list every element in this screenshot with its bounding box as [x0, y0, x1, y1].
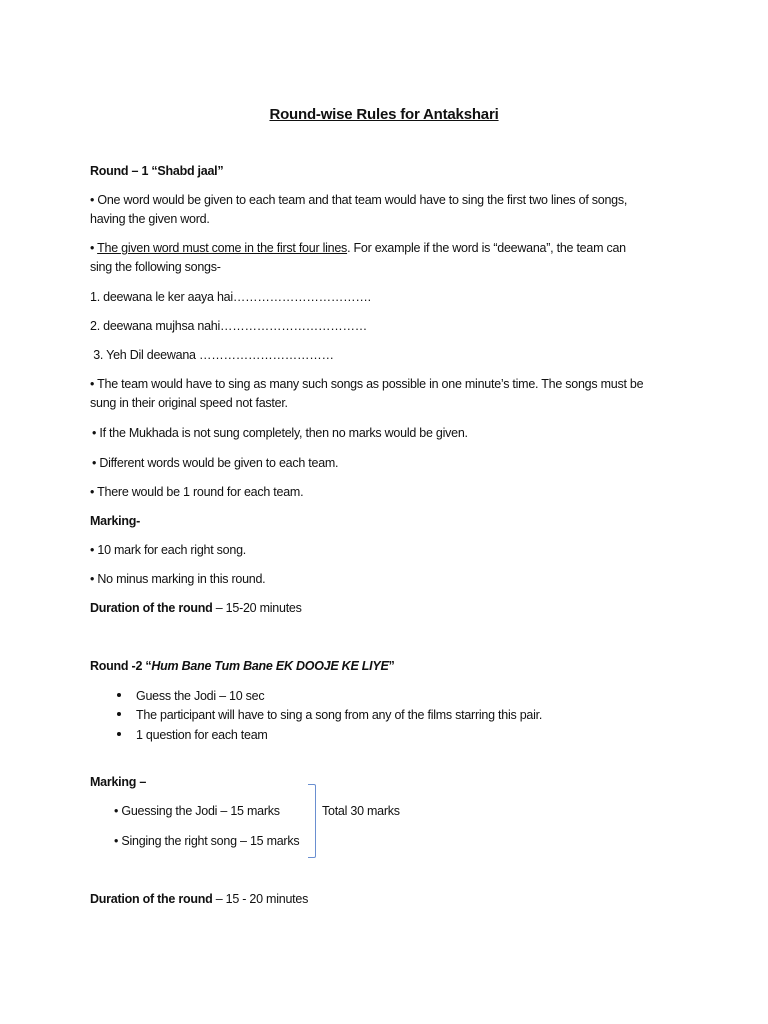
bullet-icon: • [92, 426, 97, 440]
round1-bullet3-line2: sung in their original speed not faster. [90, 396, 288, 410]
round2-item-3: 1 question for each team [136, 728, 268, 742]
round1-bullet2 [90, 240, 626, 256]
round1-heading: Round – 1 “Shabd jaal” [90, 164, 224, 178]
round1-bullet4: • If the Mukhada is not sung completely, then no marks would be given. [92, 426, 468, 440]
round1-marking-2: • No minus marking in this round. [90, 572, 266, 586]
round1-bullet2-line2: sing the following songs- [90, 260, 221, 274]
round1-bullet1-line1: One word would be given to each team and that team would have to sing the first two lines of songs, [97, 193, 628, 207]
round2-item-1: Guess the Jodi – 10 sec [136, 689, 265, 703]
round2-marking-1: • Guessing the Jodi – 15 marks [114, 804, 280, 818]
round1-bullet2-underlined: The given word must come in the first four lines [97, 241, 348, 255]
round1-bullet3 [90, 376, 643, 392]
round2-duration-label: Duration of the round [90, 892, 213, 906]
round1-duration [90, 600, 302, 616]
round1-bullet1-line2: having the given word. [90, 212, 210, 226]
round1-bullet1 [90, 192, 627, 208]
round2-heading: Round -2 “Hum Bane Tum Bane EK DOOJE KE LIYE” [90, 659, 395, 673]
bullet-icon: • [114, 804, 119, 818]
bullet-icon [117, 732, 121, 736]
page-title: Round-wise Rules for Antakshari [269, 106, 499, 124]
bullet-icon [117, 693, 121, 697]
round2-duration [90, 891, 308, 907]
bullet-icon: • [114, 834, 119, 848]
bullet-icon: • [90, 241, 95, 255]
bullet-icon: • [90, 485, 95, 499]
round2-marking-heading: Marking – [90, 775, 147, 789]
bullet-icon: • [90, 193, 95, 207]
round2-total: Total 30 marks [322, 804, 400, 818]
bullet-icon [117, 712, 121, 716]
bullet-icon: • [90, 543, 95, 557]
round1-marking-heading: Marking- [90, 514, 141, 528]
round2-heading-italic: Hum Bane Tum Bane EK DOOJE KE LIYE [151, 659, 389, 673]
bullet-icon: • [90, 377, 95, 391]
round1-bullet6: • There would be 1 round for each team. [90, 485, 304, 499]
round1-duration-label: Duration of the round [90, 601, 213, 615]
right-bracket-icon [308, 784, 316, 858]
round1-example-3: 3. Yeh Dil deewana …………………………… [90, 348, 334, 362]
round1-bullet2-rest: . For example if the word is “deewana”, the team can [347, 241, 626, 255]
round1-marking-1: • 10 mark for each right song. [90, 543, 247, 557]
round1-example-1: 1. deewana le ker aaya hai……………………………. [90, 290, 371, 304]
round1-duration-value: – 15-20 minutes [212, 601, 302, 615]
round1-example-2: 2. deewana mujhsa nahi……………………………… [90, 319, 368, 333]
bullet-icon: • [92, 456, 97, 470]
round1-bullet5: • Different words would be given to each team. [92, 456, 339, 470]
round1-bullet3-line1: The team would have to sing as many such songs as possible in one minute’s time. The songs must be [97, 377, 644, 391]
round2-duration-value: – 15 - 20 minutes [212, 892, 309, 906]
bullet-icon: • [90, 572, 95, 586]
round2-item-2: The participant will have to sing a song from any of the films starring this pair. [136, 708, 543, 722]
round2-marking-2: • Singing the right song – 15 marks [114, 834, 300, 848]
